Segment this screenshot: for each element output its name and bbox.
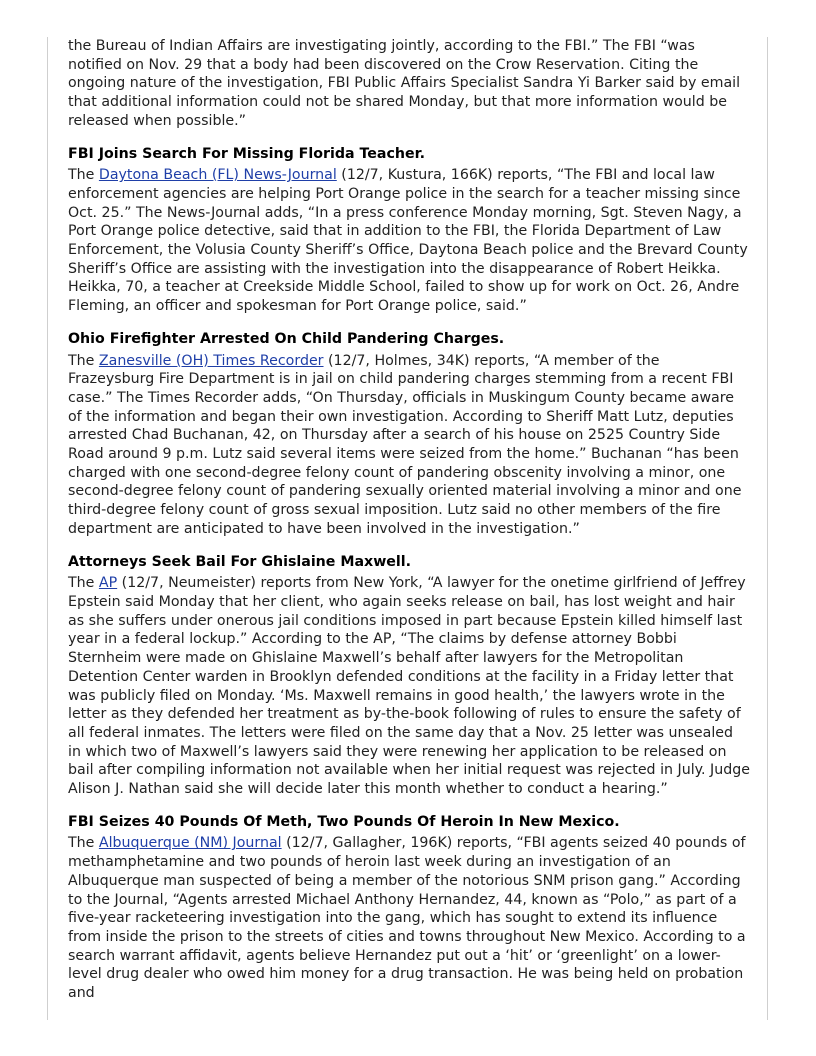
intro-paragraph: the Bureau of Indian Affairs are investigating jointly, according to the FBI.” The FBI “was notified on Nov. 29 that a body had been discovered on the Crow Reservation. Citing the ongoing nature of the investigation, FBI Public Affairs Specialist Sandra Yi Barker said by email that additional information could not be shared Monday, but that more information would be released when possible.” <box>68 38 741 129</box>
article-headline: Attorneys Seek Bail For Ghislaine Maxwell. <box>68 553 412 570</box>
lead-text: The <box>68 575 99 592</box>
document-content <box>68 37 750 1003</box>
body-text: (12/7, Holmes, 34K) reports, “A member of the Frazeysburg Fire Department is in jail on child pandering charges stemming from a recent FBI case.” The Times Recorder adds, “On Thursday, officials in Muskingum County became aware of the information and began their own investigation. According to Sheriff Matt Lutz, deputies arrested Chad Buchanan, 42, on Thursday after a search of his house on 2525 Country Side Road around 9 p.m. Lutz said several items were seized from the home.” Buchanan “has been charged with one second-degree felony count of pandering obscenity involving a minor, one second-degree felony count of pandering sexually oriented material involving a minor and one third-degree felony count of gross sexual imposition. Lutz said no other members of the fire department are anticipated to have been involved in the investigation.” <box>68 352 742 537</box>
article-body <box>68 352 750 539</box>
article-headline: FBI Joins Search For Missing Florida Teacher. <box>68 145 425 162</box>
article-teacher <box>68 145 750 316</box>
body-text: (12/7, Gallagher, 196K) reports, “FBI agents seized 40 pounds of methamphetamine and two pounds of heroin last week during an investigation of an Albuquerque man suspected of being a member of the notorious SNM prison gang.” According to the Journal, “Agents arrested Michael Anthony Hernandez, 44, known as “Polo,” as part of a five-year racketeering investigation into the gang, which has sought to extend its influence from inside the prison to the streets of cities and towns throughout New Mexico. According to a search warrant affidavit, agents believe Hernandez put out a ‘hit’ or ‘greenlight’ on a lower-level drug dealer who owed him money for a drug transaction. He was being held on probation and <box>68 835 746 1002</box>
article-meth-seizure <box>68 813 750 1003</box>
body-text: (12/7, Kustura, 166K) reports, “The FBI and local law enforcement agencies are helping Port Orange police in the search for a teacher missing since Oct. 25.” The News-Journal adds, “In a press conference Monday morning, Sgt. Steven Nagy, a Port Orange police detective, said that in addition to the FBI, the Florida Department of Law Enforcement, the Volusia County Sheriff’s Office, Daytona Beach police and the Brevard County Sheriff’s Office are assisting with the investigation into the disappearance of Robert Heikka. Heikka, 70, a teacher at Creekside Middle School, failed to show up for work on Oct. 26, Andre Fleming, an officer and spokesman for Port Orange police, said.” <box>68 167 748 315</box>
source-link-times-recorder[interactable]: Zanesville (OH) Times Recorder <box>98 352 324 369</box>
lead-text: The <box>68 352 99 369</box>
source-link-albuquerque-journal[interactable]: Albuquerque (NM) Journal <box>98 835 282 852</box>
article-body <box>68 834 750 1002</box>
body-text: (12/7, Neumeister) reports from New York, “A lawyer for the onetime girlfriend of Jeffrey Epstein said Monday that her client, who again seeks release on bail, has lost weight and hair as she suffers under onerous jail conditions imposed in part because Epstein killed himself last year in a federal lockup.” According to the AP, “The claims by defense attorney Bobbi Sternheim were made on Ghislaine Maxwell’s behalf after lawyers for the Metropolitan Detention Center warden in Brooklyn defended conditions at the facility in a Friday letter that was publicly filed on Monday. ‘Ms. Maxwell remains in good health,’ the lawyers wrote in the letter as they defended her treatment as by-the-book following of rules to ensure the safety of all federal inmates. The letters were filed on the same day that a Nov. 25 letter was unsealed in which two of Maxwell’s lawyers said they were renewing her application to be released on bail after compiling information not available when her initial request was rejected in July. Judge Alison J. Nathan said she will decide later this month whether to conduct a hearing.” <box>68 575 750 798</box>
article-firefighter <box>68 330 750 539</box>
lead-text: The <box>68 167 99 184</box>
article-body <box>68 166 750 316</box>
lead-text: The <box>68 835 99 852</box>
source-link-news-journal[interactable]: Daytona Beach (FL) News-Journal <box>98 167 337 184</box>
article-headline: Ohio Firefighter Arrested On Child Pandering Charges. <box>68 330 505 347</box>
article-headline: FBI Seizes 40 Pounds Of Meth, Two Pounds Of Heroin In New Mexico. <box>68 813 620 830</box>
article-body <box>68 574 750 798</box>
article-maxwell <box>68 553 750 799</box>
source-link-ap[interactable]: AP <box>98 575 118 592</box>
